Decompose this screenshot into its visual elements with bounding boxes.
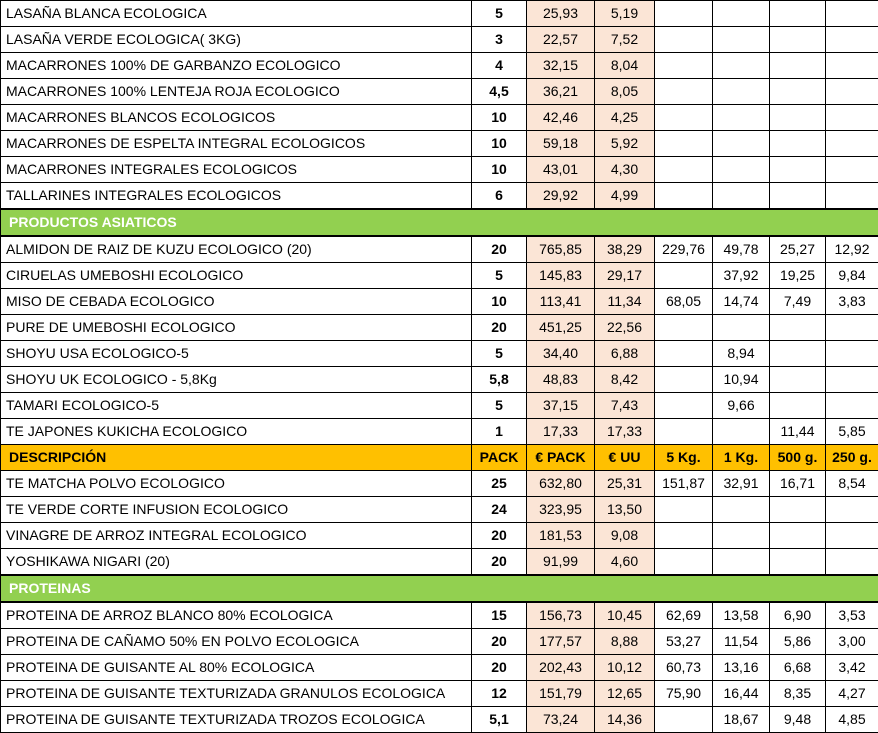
table-row [1, 263, 878, 289]
price-1kg-cell: 14,74 [713, 289, 770, 315]
table-row [1, 655, 878, 681]
price-500g-cell [770, 183, 826, 210]
table-row [1, 681, 878, 707]
price-unit-cell: € UU [595, 445, 655, 471]
pack-cell: 12 [472, 681, 527, 707]
description-cell: YOSHIKAWA NIGARI (20) [1, 549, 472, 576]
price-pack-cell: 181,53 [527, 523, 595, 549]
table-row [1, 157, 878, 183]
price-1kg-cell: 18,67 [713, 707, 770, 733]
price-pack-cell: 91,99 [527, 549, 595, 576]
price-unit-cell: 4,60 [595, 549, 655, 576]
price-unit-cell: 6,88 [595, 341, 655, 367]
price-500g-cell: 19,25 [770, 263, 826, 289]
pack-cell: 20 [472, 236, 527, 263]
pack-cell: 15 [472, 602, 527, 629]
table-row [1, 105, 878, 131]
description-cell: TE VERDE CORTE INFUSION ECOLOGICO [1, 497, 472, 523]
description-cell: DESCRIPCIÓN [1, 445, 472, 471]
description-cell: TE JAPONES KUKICHA ECOLOGICO [1, 419, 472, 445]
price-5kg-cell [655, 341, 713, 367]
price-5kg-cell [655, 523, 713, 549]
price-pack-cell: 29,92 [527, 183, 595, 210]
price-1kg-cell: 32,91 [713, 471, 770, 497]
price-pack-cell: 32,15 [527, 53, 595, 79]
price-1kg-cell [713, 523, 770, 549]
price-5kg-cell [655, 549, 713, 576]
description-cell: PURE DE UMEBOSHI ECOLOGICO [1, 315, 472, 341]
price-unit-cell: 38,29 [595, 236, 655, 263]
description-cell: LASAÑA VERDE ECOLOGICA( 3KG) [1, 27, 472, 53]
category-label: PROTEINAS [1, 575, 878, 602]
price-500g-cell [770, 341, 826, 367]
price-250g-cell [826, 1, 878, 27]
price-500g-cell: 6,90 [770, 602, 826, 629]
price-unit-cell: 8,88 [595, 629, 655, 655]
price-1kg-cell [713, 1, 770, 27]
table-row [1, 341, 878, 367]
price-5kg-cell [655, 497, 713, 523]
price-1kg-cell [713, 315, 770, 341]
price-1kg-cell: 10,94 [713, 367, 770, 393]
price-5kg-cell [655, 27, 713, 53]
table-row [1, 523, 878, 549]
description-cell: PROTEINA DE GUISANTE TEXTURIZADA TROZOS ECOLOGICA [1, 707, 472, 733]
price-500g-cell [770, 1, 826, 27]
description-cell: TAMARI ECOLOGICO-5 [1, 393, 472, 419]
price-5kg-cell [655, 183, 713, 210]
price-1kg-cell [713, 53, 770, 79]
price-1kg-cell [713, 27, 770, 53]
price-250g-cell [826, 315, 878, 341]
table-row [1, 183, 878, 210]
table-row [1, 27, 878, 53]
pack-cell: 20 [472, 655, 527, 681]
price-250g-cell [826, 53, 878, 79]
price-pack-cell: 151,79 [527, 681, 595, 707]
pack-cell: PACK [472, 445, 527, 471]
price-250g-cell: 250 g. [826, 445, 878, 471]
price-unit-cell: 11,34 [595, 289, 655, 315]
pack-cell: 5,1 [472, 707, 527, 733]
price-1kg-cell [713, 105, 770, 131]
price-5kg-cell [655, 1, 713, 27]
description-cell: MACARRONES BLANCOS ECOLOGICOS [1, 105, 472, 131]
description-cell: VINAGRE DE ARROZ INTEGRAL ECOLOGICO [1, 523, 472, 549]
category-row [1, 209, 878, 236]
description-cell: MISO DE CEBADA ECOLOGICO [1, 289, 472, 315]
price-500g-cell: 25,27 [770, 236, 826, 263]
price-pack-cell: 25,93 [527, 1, 595, 27]
price-500g-cell [770, 27, 826, 53]
table-row [1, 393, 878, 419]
price-1kg-cell: 11,54 [713, 629, 770, 655]
price-pack-cell: 43,01 [527, 157, 595, 183]
price-5kg-cell [655, 315, 713, 341]
price-500g-cell [770, 393, 826, 419]
price-500g-cell: 8,35 [770, 681, 826, 707]
pack-cell: 6 [472, 183, 527, 210]
price-unit-cell: 4,99 [595, 183, 655, 210]
price-5kg-cell [655, 393, 713, 419]
price-5kg-cell [655, 367, 713, 393]
price-1kg-cell [713, 79, 770, 105]
price-pack-cell: 36,21 [527, 79, 595, 105]
price-pack-cell: 177,57 [527, 629, 595, 655]
price-500g-cell [770, 53, 826, 79]
price-250g-cell [826, 131, 878, 157]
price-unit-cell: 25,31 [595, 471, 655, 497]
price-500g-cell [770, 523, 826, 549]
price-5kg-cell: 5 Kg. [655, 445, 713, 471]
pack-cell: 5 [472, 263, 527, 289]
price-1kg-cell [713, 131, 770, 157]
price-1kg-cell: 13,16 [713, 655, 770, 681]
price-250g-cell [826, 497, 878, 523]
price-500g-cell: 5,86 [770, 629, 826, 655]
price-500g-cell [770, 79, 826, 105]
price-500g-cell [770, 131, 826, 157]
pack-cell: 1 [472, 419, 527, 445]
price-unit-cell: 7,43 [595, 393, 655, 419]
price-pack-cell: 37,15 [527, 393, 595, 419]
price-5kg-cell [655, 157, 713, 183]
price-5kg-cell: 60,73 [655, 655, 713, 681]
table-row [1, 289, 878, 315]
price-250g-cell: 3,53 [826, 602, 878, 629]
price-250g-cell [826, 523, 878, 549]
price-5kg-cell: 151,87 [655, 471, 713, 497]
price-5kg-cell [655, 419, 713, 445]
pack-cell: 5 [472, 393, 527, 419]
table-row [1, 602, 878, 629]
price-250g-cell [826, 79, 878, 105]
price-pack-cell: 113,41 [527, 289, 595, 315]
price-500g-cell [770, 497, 826, 523]
price-unit-cell: 13,50 [595, 497, 655, 523]
pack-cell: 24 [472, 497, 527, 523]
table-row [1, 497, 878, 523]
price-5kg-cell: 53,27 [655, 629, 713, 655]
description-cell: SHOYU UK ECOLOGICO - 5,8Kg [1, 367, 472, 393]
price-1kg-cell [713, 497, 770, 523]
pack-cell: 5 [472, 1, 527, 27]
price-250g-cell [826, 157, 878, 183]
price-unit-cell: 4,30 [595, 157, 655, 183]
description-cell: MACARRONES INTEGRALES ECOLOGICOS [1, 157, 472, 183]
price-1kg-cell: 13,58 [713, 602, 770, 629]
table-row [1, 1, 878, 27]
price-pack-cell: 22,57 [527, 27, 595, 53]
description-cell: ALMIDON DE RAIZ DE KUZU ECOLOGICO (20) [1, 236, 472, 263]
price-250g-cell: 9,84 [826, 263, 878, 289]
pack-cell: 4 [472, 53, 527, 79]
price-pack-cell: 145,83 [527, 263, 595, 289]
price-500g-cell: 6,68 [770, 655, 826, 681]
price-unit-cell: 14,36 [595, 707, 655, 733]
pack-cell: 10 [472, 105, 527, 131]
table-row [1, 367, 878, 393]
price-unit-cell: 10,12 [595, 655, 655, 681]
price-1kg-cell: 16,44 [713, 681, 770, 707]
price-unit-cell: 8,42 [595, 367, 655, 393]
price-1kg-cell: 37,92 [713, 263, 770, 289]
description-cell: MACARRONES 100% DE GARBANZO ECOLOGICO [1, 53, 472, 79]
table-row [1, 131, 878, 157]
table-row [1, 79, 878, 105]
price-unit-cell: 4,25 [595, 105, 655, 131]
price-pack-cell: 48,83 [527, 367, 595, 393]
price-unit-cell: 10,45 [595, 602, 655, 629]
price-5kg-cell [655, 131, 713, 157]
pack-cell: 5,8 [472, 367, 527, 393]
price-1kg-cell [713, 183, 770, 210]
price-pack-cell: 42,46 [527, 105, 595, 131]
description-cell: TALLARINES INTEGRALES ECOLOGICOS [1, 183, 472, 210]
description-cell: MACARRONES DE ESPELTA INTEGRAL ECOLOGICOS [1, 131, 472, 157]
price-250g-cell: 8,54 [826, 471, 878, 497]
price-1kg-cell: 1 Kg. [713, 445, 770, 471]
price-pack-cell: 765,85 [527, 236, 595, 263]
price-5kg-cell: 229,76 [655, 236, 713, 263]
price-1kg-cell: 49,78 [713, 236, 770, 263]
pack-cell: 10 [472, 157, 527, 183]
description-cell: PROTEINA DE CAÑAMO 50% EN POLVO ECOLOGICA [1, 629, 472, 655]
price-250g-cell [826, 341, 878, 367]
price-1kg-cell: 9,66 [713, 393, 770, 419]
price-250g-cell [826, 105, 878, 131]
description-cell: PROTEINA DE GUISANTE TEXTURIZADA GRANULOS ECOLOGICA [1, 681, 472, 707]
price-500g-cell: 11,44 [770, 419, 826, 445]
price-pack-cell: 59,18 [527, 131, 595, 157]
price-250g-cell [826, 367, 878, 393]
pack-cell: 20 [472, 315, 527, 341]
price-unit-cell: 7,52 [595, 27, 655, 53]
price-table-body [1, 1, 878, 733]
price-pack-cell: 34,40 [527, 341, 595, 367]
price-250g-cell [826, 393, 878, 419]
price-250g-cell [826, 27, 878, 53]
price-250g-cell: 4,27 [826, 681, 878, 707]
pack-cell: 3 [472, 27, 527, 53]
price-250g-cell [826, 549, 878, 576]
table-row [1, 419, 878, 445]
description-cell: LASAÑA BLANCA ECOLOGICA [1, 1, 472, 27]
price-pack-cell: 156,73 [527, 602, 595, 629]
table-row [1, 549, 878, 576]
price-pack-cell: 202,43 [527, 655, 595, 681]
price-1kg-cell [713, 157, 770, 183]
price-500g-cell: 500 g. [770, 445, 826, 471]
price-1kg-cell: 8,94 [713, 341, 770, 367]
price-500g-cell: 16,71 [770, 471, 826, 497]
category-label: PRODUCTOS ASIATICOS [1, 209, 878, 236]
table-row [1, 471, 878, 497]
price-250g-cell: 3,42 [826, 655, 878, 681]
pack-cell: 20 [472, 629, 527, 655]
price-unit-cell: 22,56 [595, 315, 655, 341]
price-5kg-cell [655, 79, 713, 105]
pack-cell: 4,5 [472, 79, 527, 105]
price-unit-cell: 5,92 [595, 131, 655, 157]
price-500g-cell [770, 105, 826, 131]
description-cell: SHOYU USA ECOLOGICO-5 [1, 341, 472, 367]
price-unit-cell: 29,17 [595, 263, 655, 289]
pack-cell: 25 [472, 471, 527, 497]
price-pack-cell: € PACK [527, 445, 595, 471]
price-5kg-cell: 68,05 [655, 289, 713, 315]
price-1kg-cell [713, 419, 770, 445]
price-pack-cell: 451,25 [527, 315, 595, 341]
price-unit-cell: 9,08 [595, 523, 655, 549]
price-250g-cell: 3,83 [826, 289, 878, 315]
price-5kg-cell: 75,90 [655, 681, 713, 707]
description-cell: TE MATCHA POLVO ECOLOGICO [1, 471, 472, 497]
header-row [1, 445, 878, 471]
price-1kg-cell [713, 549, 770, 576]
price-250g-cell: 3,00 [826, 629, 878, 655]
pack-cell: 10 [472, 289, 527, 315]
table-row [1, 315, 878, 341]
price-5kg-cell [655, 263, 713, 289]
price-pack-cell: 632,80 [527, 471, 595, 497]
pack-cell: 5 [472, 341, 527, 367]
table-row [1, 236, 878, 263]
table-row [1, 629, 878, 655]
price-500g-cell [770, 367, 826, 393]
price-500g-cell [770, 315, 826, 341]
price-5kg-cell: 62,69 [655, 602, 713, 629]
description-cell: CIRUELAS UMEBOSHI ECOLOGICO [1, 263, 472, 289]
description-cell: PROTEINA DE ARROZ BLANCO 80% ECOLOGICA [1, 602, 472, 629]
table-row [1, 53, 878, 79]
price-unit-cell: 12,65 [595, 681, 655, 707]
price-250g-cell: 4,85 [826, 707, 878, 733]
price-500g-cell [770, 157, 826, 183]
price-pack-cell: 17,33 [527, 419, 595, 445]
price-250g-cell [826, 183, 878, 210]
price-pack-cell: 323,95 [527, 497, 595, 523]
description-cell: MACARRONES 100% LENTEJA ROJA ECOLOGICO [1, 79, 472, 105]
price-250g-cell: 12,92 [826, 236, 878, 263]
price-unit-cell: 17,33 [595, 419, 655, 445]
price-500g-cell [770, 549, 826, 576]
pack-cell: 10 [472, 131, 527, 157]
price-250g-cell: 5,85 [826, 419, 878, 445]
pack-cell: 20 [472, 523, 527, 549]
price-unit-cell: 5,19 [595, 1, 655, 27]
price-500g-cell: 7,49 [770, 289, 826, 315]
price-unit-cell: 8,04 [595, 53, 655, 79]
price-pack-cell: 73,24 [527, 707, 595, 733]
category-row [1, 575, 878, 602]
price-unit-cell: 8,05 [595, 79, 655, 105]
pack-cell: 20 [472, 549, 527, 576]
description-cell: PROTEINA DE GUISANTE AL 80% ECOLOGICA [1, 655, 472, 681]
price-500g-cell: 9,48 [770, 707, 826, 733]
price-5kg-cell [655, 53, 713, 79]
price-5kg-cell [655, 105, 713, 131]
